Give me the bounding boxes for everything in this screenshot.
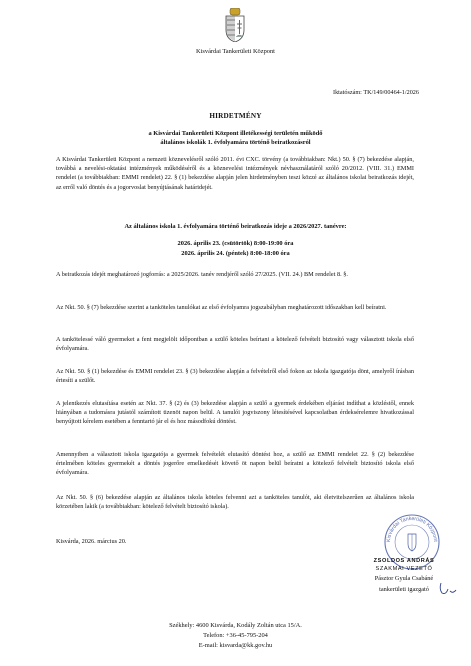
organization-name: Kisvárdai Tankerületi Központ	[196, 48, 275, 55]
paragraph-decision: Az Nkt. 50. § (1) bekezdése és EMMI rendelet 23. § (3) bekezdése alapján a felvételről első fokon az iskola igazgatója dönt, amelyről írásban értesíti a szülőt.	[56, 368, 414, 385]
reference-number: Iktatószám: TK/149/00464-1/2026	[333, 89, 419, 96]
footer-email: E-mail: kisvarda@kk.gov.hu	[198, 642, 273, 649]
notice-subtitle-line2: általános iskolák 1. évfolyamára történő beiratkozásról	[160, 139, 311, 146]
place-and-date: Kisvárda, 2026. március 20.	[56, 538, 127, 545]
paragraph-appeal: A jelentkezés elutasítása esetén az Nkt. 37. § (2) és (3) bekezdése alapján a szülő a gyermek érdekében eljárást indíthat a közléstől, ennek hiányában a tudomásra jutástól számított tizenöt napon belül. A tanulói jogviszony létesítésével kapcsolatban érdeksérelemre hivatkozással benyújtott kérelem esetében a fenntartó jár el és hoz másodfokú döntést.	[56, 400, 414, 426]
paragraph-nkt-50-7: Az Nkt. 50. § (7) bekezdése szerint a tanköteles tanulókat az első évfolyamra jogszabályban meghatározott időszakban kell beíratni.	[56, 304, 387, 311]
footer-phone: Telefon: +36-45-795-204	[203, 632, 268, 639]
enrollment-date-2: 2026. április 24. (péntek) 8:00-18:00 óra	[181, 250, 290, 257]
handwritten-signature-icon	[438, 580, 458, 596]
enrollment-heading: Az általános iskola 1. évfolyamára történő beiratkozás ideje a 2026/2027. tanévre:	[124, 223, 347, 230]
notice-title: HIRDETMÉNY	[209, 112, 262, 120]
stamp-text: Kisvárdai Tankerületi Központ	[385, 515, 439, 543]
paragraph-parent-duty: A tankötelessé váló gyermeket a fent megjelölt időpontban a szülő köteles beírtani a kötelező felvételt biztosító vagy választott iskola első évfolyamára.	[56, 336, 414, 353]
paragraph-rejection: Amennyiben a választott iskola igazgatója a gyermek felvételét elutasító döntést hoz, a szülő az EMMI rendelet 22. § (2) bekezdése értelmében köteles gyermekét a döntés jogerőre emelkedését követő öt napon belül beíratni a kötelező felvételt biztosító iskola első évfolyamára.	[56, 451, 414, 477]
director-name: Pásztor Gyula Csabáné	[374, 575, 434, 582]
notice-subtitle-line1: a Kisvárdai Tankerületi Központ illetékességi területén működő	[148, 130, 323, 137]
intro-paragraph: A Kisvárdai Tankerületi Központ a nemzeti köznevelésről szóló 2011. évi CXC. törvény (a továbbiakban: Nkt.) 50. § (7) bekezdése alapján, továbbá a nevelési-oktatási intézmények működéséről és a köznevelési intézmények névhasználatáról szóló 20/2012. (VIII. 31.) EMMI rendelet (a továbbiakban: EMMI rendelet) 22. § (1) bekezdése alapján jelen hirdetményben teszi közzé az általános iskolai beiratkozás idejét, az erről való döntés és a jogorvoslat benyújtásának határidejét.	[56, 156, 414, 191]
paragraph-legal-source: A beiratkozás idejét meghatározó jogforrás: a 2025/2026. tanév rendjéről szóló 27/2025. (VII. 24.) BM rendelet 8. §.	[56, 271, 348, 278]
coat-of-arms-icon	[224, 8, 246, 42]
director-role: tankerületi igazgató	[379, 586, 429, 593]
signer-name: ZSOLDOS ANDRÁS	[373, 558, 435, 564]
notice-subtitle	[0, 129, 471, 147]
enrollment-date-1: 2026. április 23. (csütörtök) 8:00-19:00 óra	[177, 240, 294, 247]
paragraph-mandatory-admission: Az Nkt. 50. § (6) bekezdése alapján az általános iskola köteles felvenni azt a tanköteles tanulót, aki életvitelszerűen az általános iskola körzetében lakik (a továbbiakban: kötelező felvételt biztosító iskola).	[56, 494, 414, 511]
signer-role: SZAKMAI VEZETŐ	[375, 566, 433, 572]
footer-address: Székhely: 4600 Kisvárda, Kodály Zoltán utca 15/A.	[169, 622, 302, 629]
